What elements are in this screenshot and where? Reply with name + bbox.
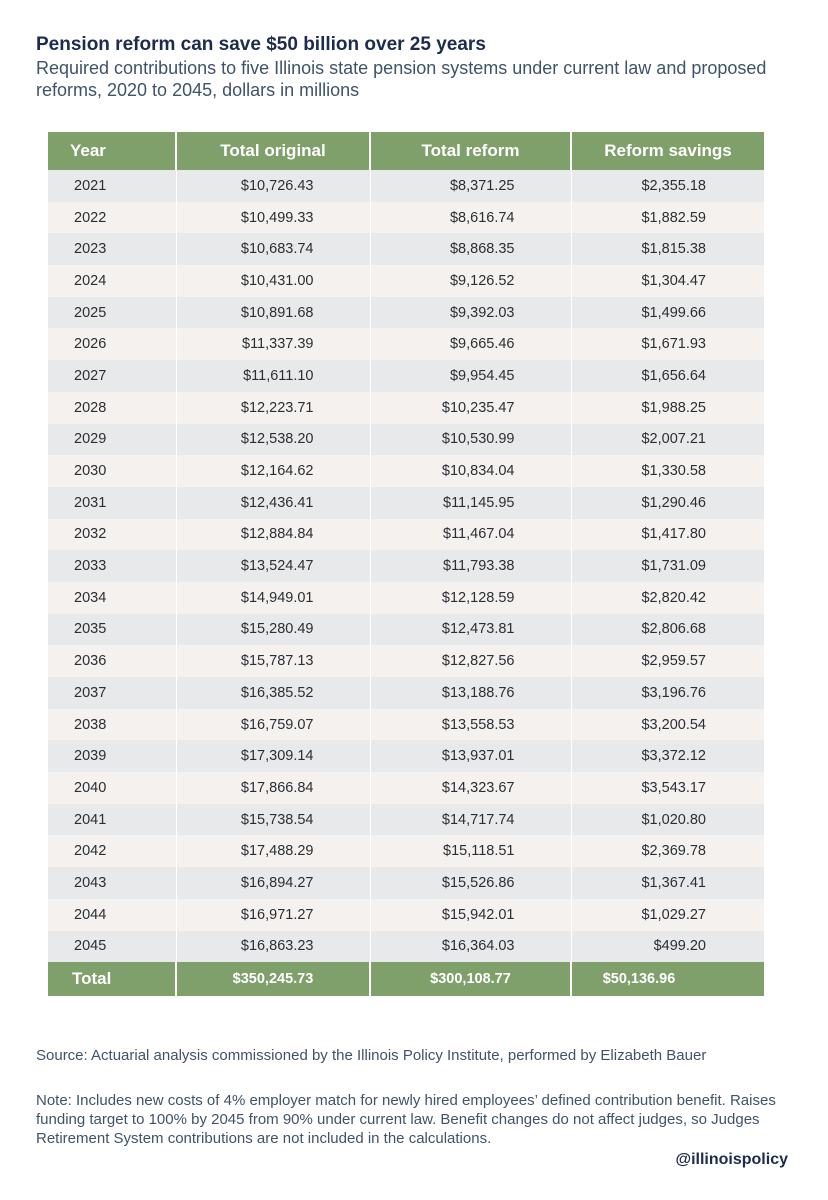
header-total-reform: Total reform [370,132,571,170]
cell-reform-savings: $1,499.66 [571,297,764,329]
cell-total-reform: $8,371.25 [370,170,571,202]
cell-total-reform: $10,530.99 [370,424,571,456]
cell-total-original: $12,164.62 [176,455,370,487]
table-row [48,835,764,867]
cell-reform-savings: $3,372.12 [571,740,764,772]
page-title: Pension reform can save $50 billion over 25 years [36,34,486,55]
cell-reform-savings: $2,806.68 [571,614,764,646]
cell-reform-savings: $2,369.78 [571,835,764,867]
table-row [48,740,764,772]
cell-reform-savings: $1,656.64 [571,360,764,392]
cell-year: 2025 [48,297,176,329]
cell-year: 2028 [48,392,176,424]
cell-year: 2041 [48,804,176,836]
cell-total-reform: $9,126.52 [370,265,571,297]
cell-reform-savings: $1,882.59 [571,202,764,234]
cell-year: 2040 [48,772,176,804]
table-total-row [48,962,764,996]
cell-reform-savings: $2,007.21 [571,424,764,456]
cell-total-original: $16,971.27 [176,899,370,931]
page-subtitle: Required contributions to five Illinois state pension systems under current law and proposed reforms, 2020 to 2045, dollars in millions [36,58,767,100]
cell-total-original: $15,280.49 [176,614,370,646]
cell-reform-savings: $499.20 [571,931,764,963]
cell-reform-savings: $1,417.80 [571,519,764,551]
cell-year: 2026 [48,328,176,360]
table-row [48,202,764,234]
cell-reform-savings: $1,731.09 [571,550,764,582]
cell-total-reform: $10,235.47 [370,392,571,424]
table-row [48,931,764,963]
cell-year: 2033 [48,550,176,582]
cell-total-reform: $15,942.01 [370,899,571,931]
cell-total-reform: $14,323.67 [370,772,571,804]
cell-reform-savings: $2,959.57 [571,645,764,677]
cell-year: 2022 [48,202,176,234]
cell-total-reform: $11,793.38 [370,550,571,582]
cell-reform-savings: $3,543.17 [571,772,764,804]
cell-year: 2031 [48,487,176,519]
cell-total-original: $10,431.00 [176,265,370,297]
table-row [48,297,764,329]
cell-total-reform: $10,834.04 [370,455,571,487]
table-row [48,424,764,456]
header-reform-savings: Reform savings [571,132,764,170]
table-row [48,677,764,709]
cell-total-original: $16,759.07 [176,709,370,741]
table-row [48,582,764,614]
pension-table [48,132,764,996]
table-row [48,899,764,931]
cell-reform-savings: $1,330.58 [571,455,764,487]
cell-year: 2044 [48,899,176,931]
cell-reform-savings: $2,355.18 [571,170,764,202]
table-row [48,772,764,804]
cell-total-reform: $8,868.35 [370,233,571,265]
cell-year: 2024 [48,265,176,297]
total-label: Total [48,962,176,996]
table-row [48,392,764,424]
cell-year: 2043 [48,867,176,899]
cell-year: 2035 [48,614,176,646]
table-row [48,645,764,677]
cell-reform-savings: $2,820.42 [571,582,764,614]
cell-total-reform: $12,128.59 [370,582,571,614]
cell-total-reform: $14,717.74 [370,804,571,836]
table-row [48,233,764,265]
cell-total-original: $10,683.74 [176,233,370,265]
cell-total-original: $11,337.39 [176,328,370,360]
cell-year: 2039 [48,740,176,772]
header-total-original: Total original [176,132,370,170]
cell-total-reform: $11,145.95 [370,487,571,519]
cell-total-original: $15,738.54 [176,804,370,836]
cell-total-reform: $13,558.53 [370,709,571,741]
cell-total-original: $12,538.20 [176,424,370,456]
cell-reform-savings: $1,290.46 [571,487,764,519]
cell-total-reform: $8,616.74 [370,202,571,234]
cell-reform-savings: $1,020.80 [571,804,764,836]
cell-total-original: $16,863.23 [176,931,370,963]
cell-year: 2042 [48,835,176,867]
cell-reform-savings: $1,988.25 [571,392,764,424]
table-row [48,170,764,202]
cell-year: 2032 [48,519,176,551]
cell-reform-savings: $1,671.93 [571,328,764,360]
cell-year: 2034 [48,582,176,614]
cell-total-reform: $9,665.46 [370,328,571,360]
cell-reform-savings: $3,200.54 [571,709,764,741]
cell-year: 2023 [48,233,176,265]
social-handle: @illinoispolicy [675,1151,788,1168]
cell-reform-savings: $1,815.38 [571,233,764,265]
total-reform: $300,108.77 [370,962,571,996]
cell-total-original: $16,894.27 [176,867,370,899]
table-row [48,550,764,582]
table-row [48,265,764,297]
cell-total-reform: $15,526.86 [370,867,571,899]
table-row [48,804,764,836]
source-note: Source: Actuarial analysis commissioned by the Illinois Policy Institute, performed by Elizabeth Bauer [36,1047,707,1064]
total-original: $350,245.73 [176,962,370,996]
cell-year: 2038 [48,709,176,741]
cell-total-reform: $15,118.51 [370,835,571,867]
cell-year: 2021 [48,170,176,202]
cell-total-reform: $13,188.76 [370,677,571,709]
table-row [48,328,764,360]
cell-total-reform: $12,827.56 [370,645,571,677]
methodology-note: Note: Includes new costs of 4% employer match for newly hired employees’ defined contribution benefit. Raises funding target to 100% by 2045 from 90% under current law. Benefit changes do not affect judges, so Judges Retirement System contributions are not included in the calculations. [36,1092,776,1147]
table-row [48,614,764,646]
table-row [48,709,764,741]
cell-total-reform: $13,937.01 [370,740,571,772]
cell-total-original: $13,524.47 [176,550,370,582]
cell-total-original: $17,309.14 [176,740,370,772]
cell-total-reform: $12,473.81 [370,614,571,646]
cell-year: 2045 [48,931,176,963]
cell-total-original: $16,385.52 [176,677,370,709]
cell-total-original: $10,726.43 [176,170,370,202]
total-savings: $50,136.96 [571,962,764,996]
table-row [48,360,764,392]
cell-total-original: $17,488.29 [176,835,370,867]
header-year: Year [48,132,176,170]
cell-total-original: $12,436.41 [176,487,370,519]
cell-total-original: $12,884.84 [176,519,370,551]
cell-reform-savings: $3,196.76 [571,677,764,709]
cell-reform-savings: $1,029.27 [571,899,764,931]
cell-total-original: $10,499.33 [176,202,370,234]
table-row [48,519,764,551]
cell-year: 2037 [48,677,176,709]
table-header-row [48,132,764,170]
cell-reform-savings: $1,367.41 [571,867,764,899]
cell-total-original: $11,611.10 [176,360,370,392]
cell-year: 2036 [48,645,176,677]
cell-total-reform: $9,392.03 [370,297,571,329]
cell-total-original: $10,891.68 [176,297,370,329]
table-row [48,487,764,519]
cell-total-reform: $11,467.04 [370,519,571,551]
cell-total-reform: $9,954.45 [370,360,571,392]
table-row [48,867,764,899]
cell-year: 2029 [48,424,176,456]
cell-total-original: $12,223.71 [176,392,370,424]
table-row [48,455,764,487]
cell-total-reform: $16,364.03 [370,931,571,963]
cell-year: 2027 [48,360,176,392]
cell-total-original: $17,866.84 [176,772,370,804]
cell-reform-savings: $1,304.47 [571,265,764,297]
cell-total-original: $15,787.13 [176,645,370,677]
cell-year: 2030 [48,455,176,487]
cell-total-original: $14,949.01 [176,582,370,614]
